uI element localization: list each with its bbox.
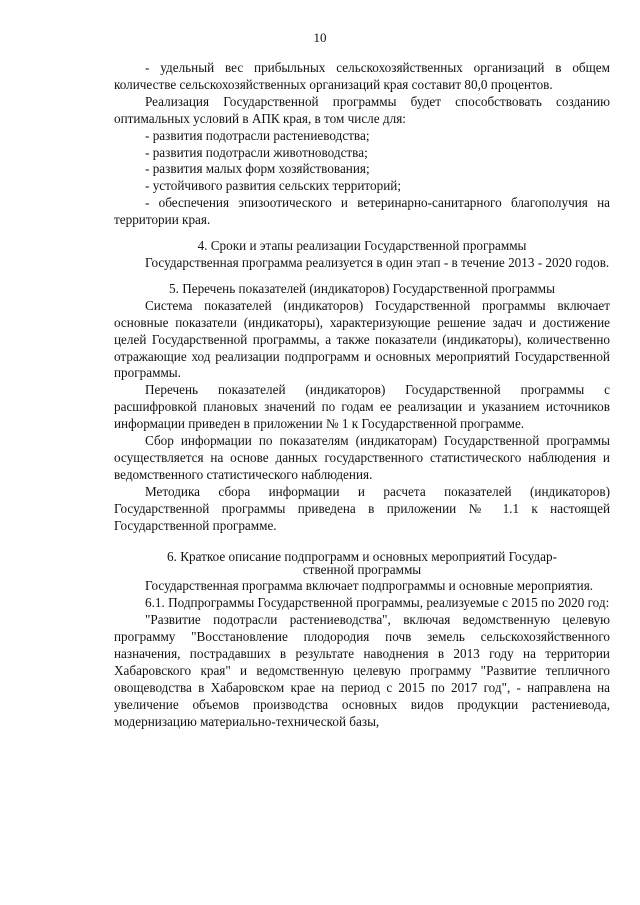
list-item: - устойчивого развития сельских территорий;: [145, 178, 401, 194]
section-heading: [114, 550, 610, 576]
list-item: - развития подотрасли растениеводства;: [145, 127, 370, 143]
paragraph: Сбор информации по показателям (индикаторам) Государственной программы осуществляется на основе данных государственного статистического наблюдения и ведомственного статистического наблюдения.: [114, 433, 610, 482]
list-item: - развития малых форм хозяйствования;: [145, 161, 370, 177]
list-item: - обеспечения эпизоотического и ветеринарно-санитарного благополучия на территории края.: [114, 195, 610, 228]
section-heading-line: ственной программы: [302, 562, 422, 578]
paragraph: Перечень показателей (индикаторов) Государственной программы с расшифровкой плановых значений по годам ее реализации и указанием источников информации приведен в приложении № 1 к Государственной программе.: [114, 382, 610, 432]
paragraph: Система показателей (индикаторов) Государственной программы включает основные показатели (индикаторы), характеризующие решение задач и достижение целей Государственной программы, а также показатели (индикаторы), количественно отражающие ход реализации подпрограмм и основных мероприятий Государственной программы.: [114, 297, 610, 381]
paragraph: 6.1. Подпрограммы Государственной программы, реализуемые с 2015 по 2020 год:: [145, 595, 610, 611]
paragraph: Методика сбора информации и расчета показателей (индикаторов) Государственной программы приведена в приложении № 1.1 к настоящей Государственной программе.: [114, 483, 610, 533]
section-heading-line: 6. Краткое описание подпрограмм и основных мероприятий Государ-: [167, 549, 557, 565]
section-heading: 5. Перечень показателей (индикаторов) Государственной программы: [169, 280, 555, 296]
list-item: - развития подотрасли животноводства;: [145, 144, 368, 160]
paragraph: Государственная программа включает подпрограммы и основные мероприятия.: [145, 578, 594, 594]
section-heading: 4. Сроки и этапы реализации Государственной программы: [197, 238, 527, 254]
paragraph: "Развитие подотрасли растениеводства", включая ведомственную целевую программу "Восстановление плодородия почв земель сельскохозяйственного назначения, пострадавших в результате наводнения в 2013 году на территории Хабаровского края" и ведомственную целевую программу "Развитие тепличного овощеводства в Хабаровском крае на период с 2015 по 2017 год", - направлена на увеличение объемов производства основных видов продукции растениевода, модернизацию материально-технической базы,: [114, 612, 610, 729]
list-item: - удельный вес прибыльных сельскохозяйственных организаций в общем количестве сельскохозяйственных организаций края составит 80,0 процентов.: [114, 60, 610, 92]
page-content: [114, 60, 610, 731]
paragraph: Реализация Государственной программы будет способствовать созданию оптимальных условий в АПК края, в том числе для:: [114, 93, 610, 126]
paragraph: Государственная программа реализуется в один этап - в течение 2013 - 2020 годов.: [145, 254, 610, 270]
page-number: 10: [313, 30, 327, 45]
